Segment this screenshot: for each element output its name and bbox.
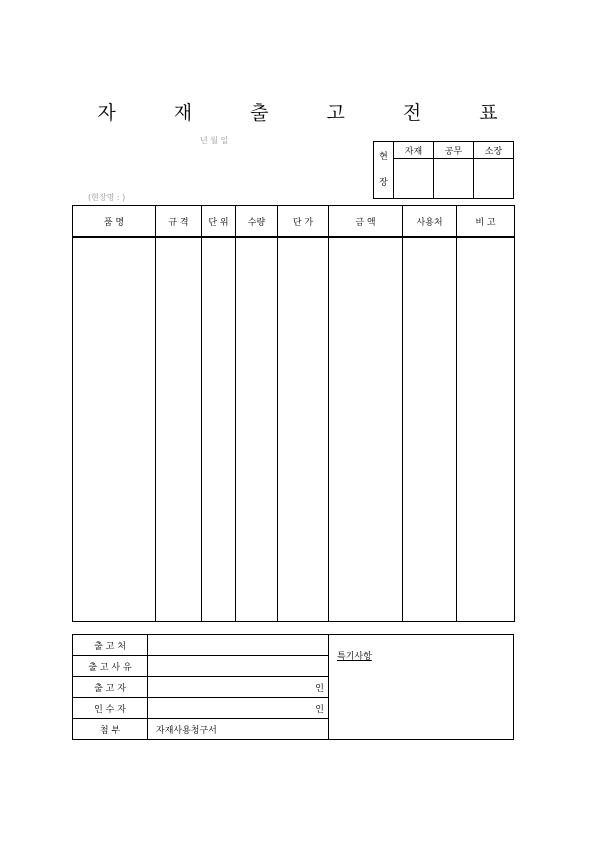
- footer-table: [72, 634, 514, 740]
- special-notes-label: 특기사항: [337, 652, 372, 662]
- approval-header-manager: 소장: [474, 142, 514, 159]
- approval-side-char-2: 장: [379, 178, 388, 188]
- col-header-unit-price: 단 가: [278, 206, 329, 238]
- receiver-seal-mark: 인: [315, 704, 324, 715]
- approval-sign-engineering[interactable]: [434, 159, 474, 199]
- cell-usage[interactable]: [403, 237, 457, 622]
- footer-label-receiver: 인 수 자: [73, 698, 148, 719]
- cell-item-name[interactable]: [73, 237, 156, 622]
- cell-remarks[interactable]: [457, 237, 515, 622]
- site-name-line: (현장명 : ): [88, 193, 126, 202]
- approval-header-materials: 자재: [394, 142, 434, 159]
- approval-sign-manager[interactable]: [474, 159, 514, 199]
- col-header-amount: 금 액: [329, 206, 403, 238]
- cell-quantity[interactable]: [236, 237, 278, 622]
- footer-label-attachment: 첨 부: [73, 719, 148, 740]
- approval-side-char-1: 현: [379, 152, 388, 162]
- cell-amount[interactable]: [329, 237, 403, 622]
- document-title: 자 재 출 고 전 표: [97, 102, 524, 124]
- approval-header-engineering: 공무: [434, 142, 474, 159]
- approval-side-label: [374, 142, 394, 199]
- col-header-unit: 단 위: [202, 206, 236, 238]
- issuer-seal-mark: 인: [315, 683, 324, 694]
- items-table: [72, 205, 515, 622]
- col-header-item-name: 품 명: [73, 206, 156, 238]
- footer-value-reason[interactable]: [148, 656, 329, 677]
- col-header-usage: 사용처: [403, 206, 457, 238]
- footer-value-ship-to[interactable]: [148, 635, 329, 656]
- footer-value-issuer[interactable]: [148, 677, 329, 698]
- footer-label-issuer: 출 고 자: [73, 677, 148, 698]
- col-header-quantity: 수량: [236, 206, 278, 238]
- footer-value-receiver[interactable]: [148, 698, 329, 719]
- special-notes-cell[interactable]: [329, 635, 514, 740]
- footer-label-reason: 출 고 사 유: [73, 656, 148, 677]
- col-header-remarks: 비 고: [457, 206, 515, 238]
- cell-unit[interactable]: [202, 237, 236, 622]
- footer-label-ship-to: 출 고 처: [73, 635, 148, 656]
- cell-spec[interactable]: [156, 237, 202, 622]
- approval-box: [373, 141, 514, 199]
- col-header-spec: 규 격: [156, 206, 202, 238]
- footer-value-attachment[interactable]: 자재사용청구서: [148, 719, 329, 740]
- date-line: 년 월 일: [200, 136, 229, 145]
- approval-sign-materials[interactable]: [394, 159, 434, 199]
- cell-unit-price[interactable]: [278, 237, 329, 622]
